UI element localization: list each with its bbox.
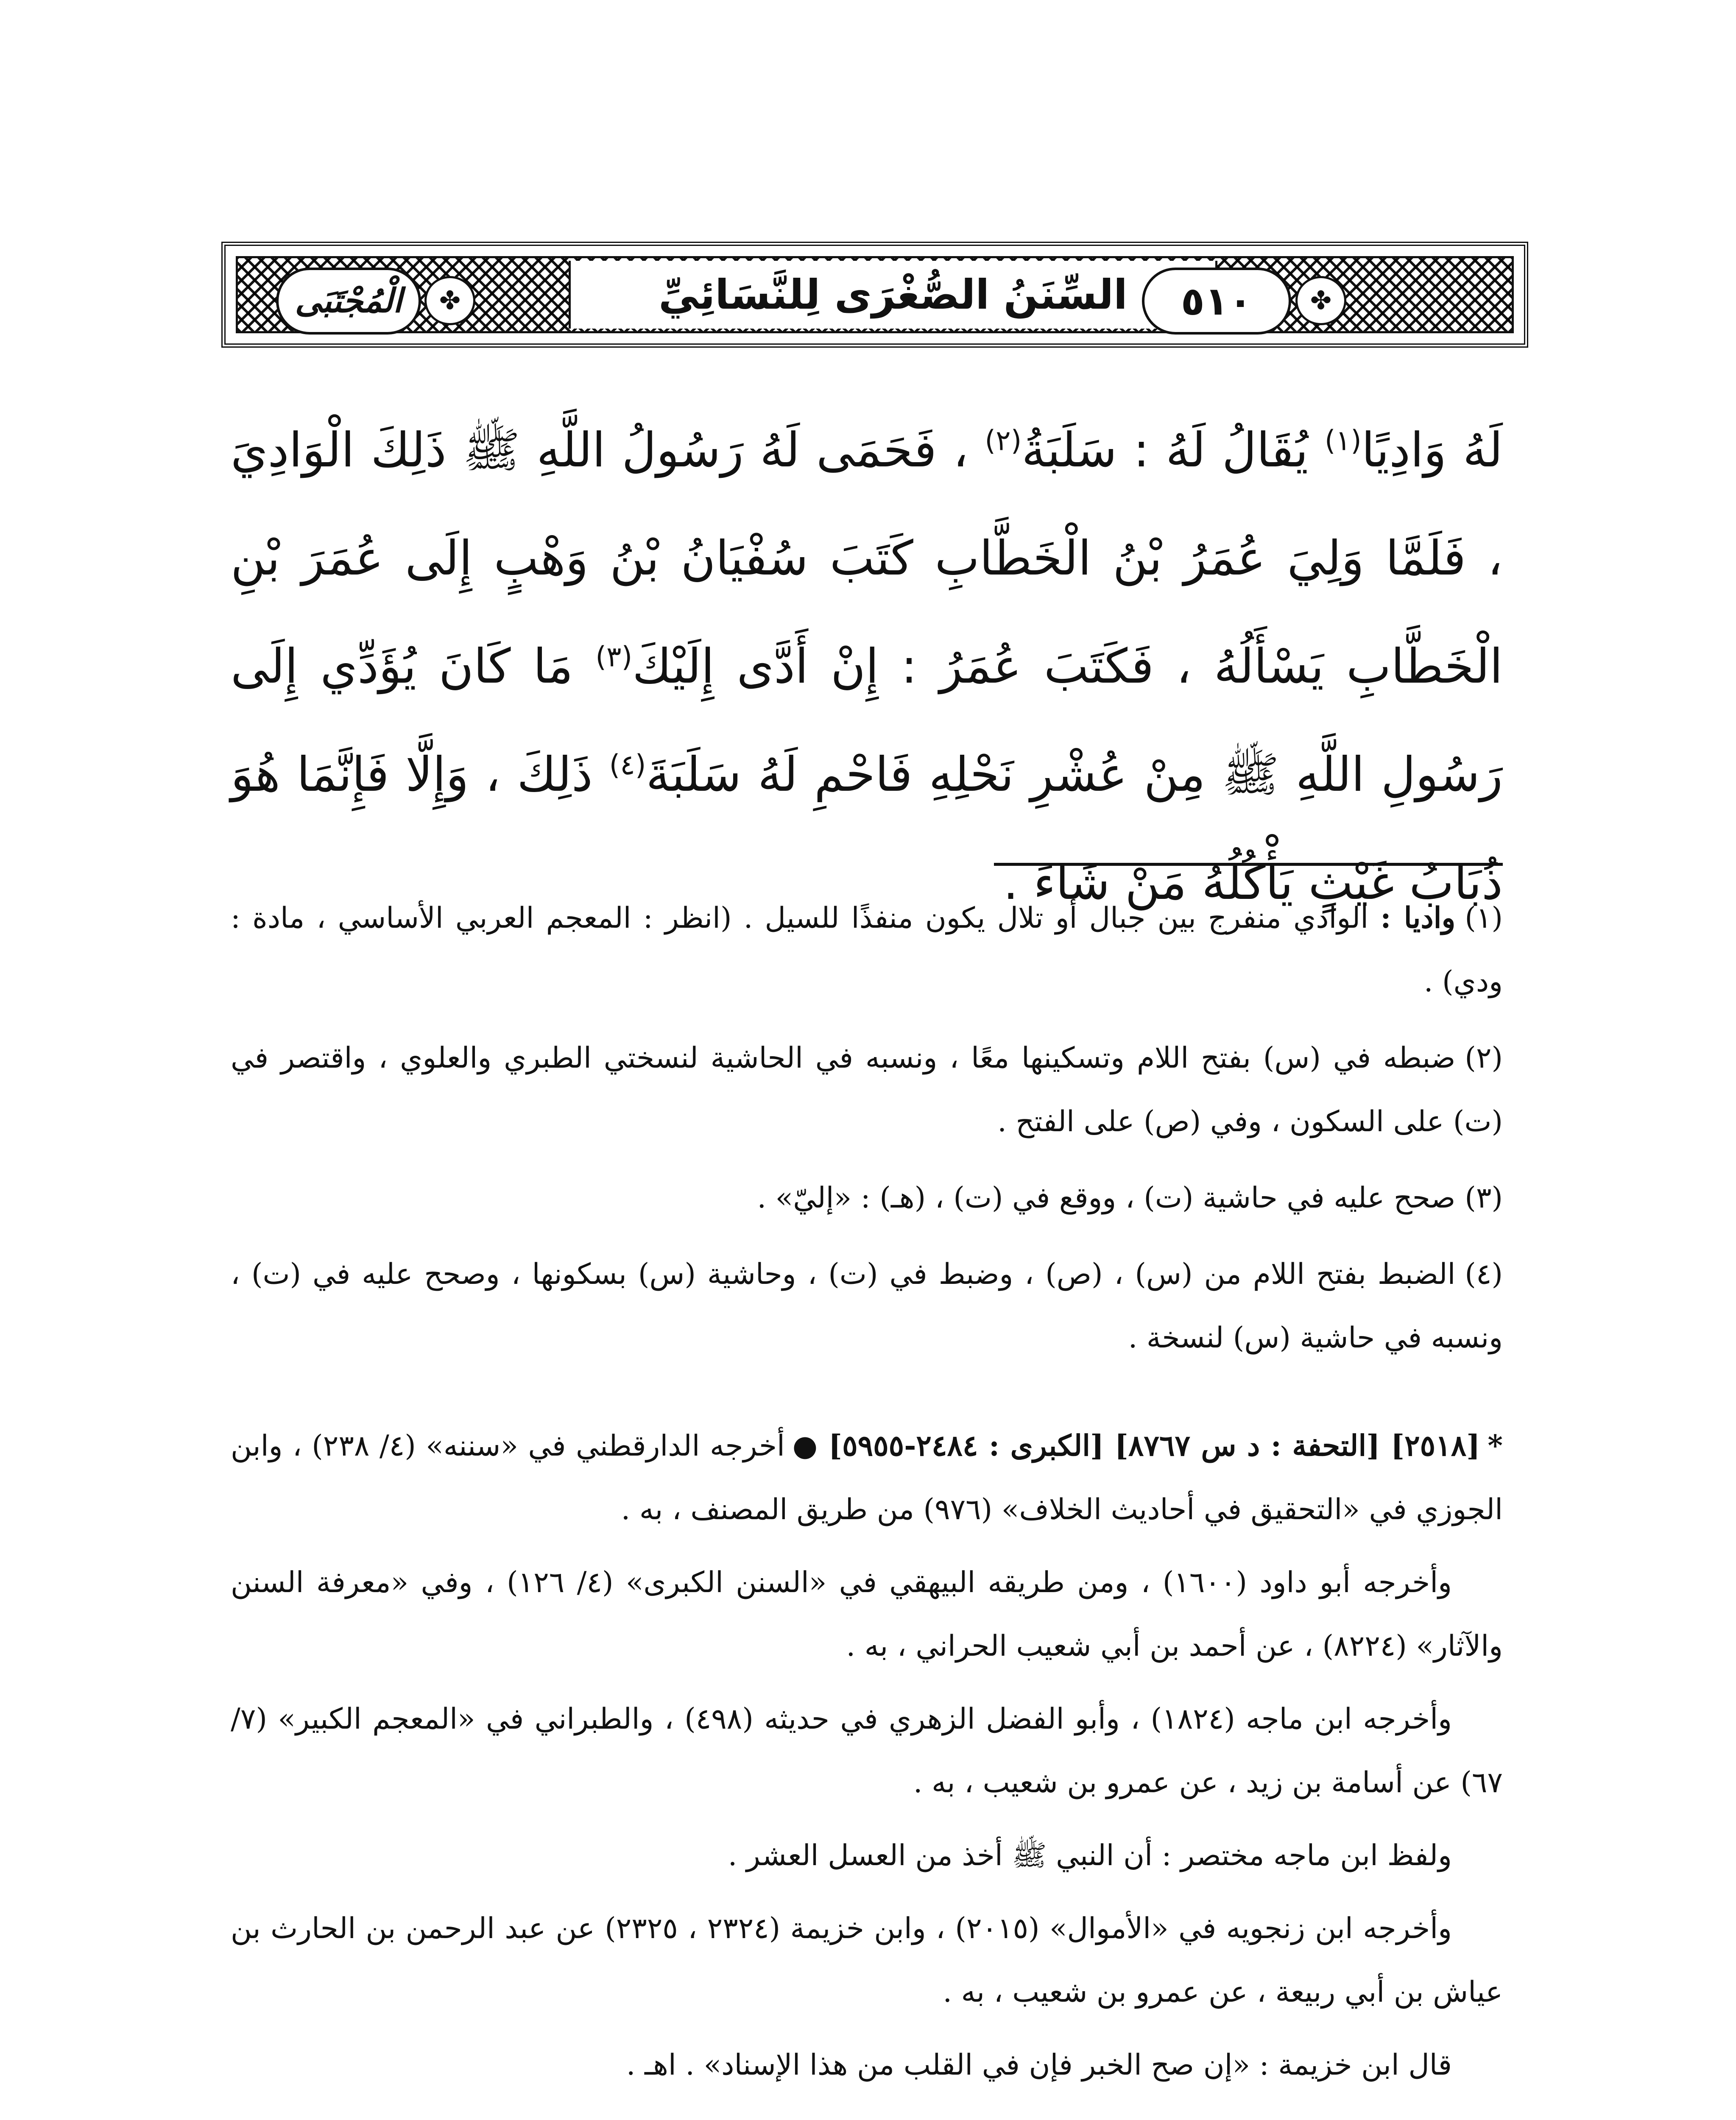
footnotes: [231, 886, 1503, 1383]
takhrij-paragraph: وأخرجه ابن زنجويه في «الأموال» (٢٠١٥) ، وابن خزيمة (٢٣٢٤ ، ٢٣٢٥) عن عبد الرحمن بن الحارث بن عياش بن أبي ربيعة ، عن عمرو بن شعيب ، به .: [231, 1912, 1503, 2009]
asterisk-icon: *: [1488, 1429, 1503, 1463]
book-title: السِّنَنُ الصُّغْرَى لِلنَّسَائِيِّ: [659, 271, 1128, 318]
takhrij-paragraph: وأخرجه أبو داود (١٦٠٠) ، ومن طريقه البيهقي في «السنن الكبرى» (٤/ ١٢٦) ، وفي «معرفة السنن والآثار» (٨٢٢٤) ، عن أحمد بن أبي شعيب الحراني ، به .: [231, 1566, 1503, 1663]
footnote-ref[interactable]: (١): [1324, 424, 1362, 457]
footnote-number: (٢): [1465, 1041, 1503, 1075]
footnote-divider: [994, 863, 1503, 866]
footnote-4: [231, 1243, 1503, 1370]
text-segment: يُقَالُ لَهُ : سَلَبَةُ: [1022, 423, 1325, 478]
footnote-ref[interactable]: (٤): [609, 748, 646, 781]
hadith-text: [231, 396, 1503, 937]
footnote-1: [231, 886, 1503, 1014]
footnote-3: [231, 1166, 1503, 1230]
footnote-number: (٣): [1465, 1181, 1503, 1215]
footnote-number: (٤): [1465, 1258, 1503, 1291]
takhrij-text: أخرجه الدارقطني في «سننه» (٤/ ٢٣٨) ، وابن الجوزي في «التحقيق في أحاديث الخلاف» (٩٧٦) من طريق المصنف ، به .: [231, 1429, 1503, 1526]
footnote-number: (١): [1465, 901, 1503, 935]
footnote-keyword: واديا :: [1380, 901, 1456, 935]
header-ornament: [236, 256, 1514, 333]
bullet-icon: ●: [791, 1429, 818, 1463]
footnote-text: صحح عليه في حاشية (ت) ، ووقع في (ت) ، (هـ) : «إليّ» .: [757, 1181, 1456, 1215]
takhrij-paragraph: ولفظ ابن ماجه مختصر : أن النبي ﷺ أخذ من العسل العشر .: [728, 1839, 1452, 1872]
ornament-knot-icon: ✤: [424, 276, 475, 325]
takhrij-heading: [231, 1414, 1503, 1542]
footnote-text: الوادي منفرج بين جبال أو تلال يكون منفذًا للسيل . (انظر : المعجم العربي الأساسي ، مادة : ودي) .: [231, 901, 1503, 999]
footnote-2: [231, 1027, 1503, 1154]
text-segment: لَهُ وَادِيًا: [1361, 423, 1503, 478]
text-segment: مَا كَانَ يُؤَدِّي إِلَى رَسُولِ اللَّهِ ﷺ مِنْ عُشْرِ نَحْلِهِ فَاحْمِ لَهُ سَلَبَةَ: [231, 639, 1503, 802]
text-segment: ذَلِكَ ، وَإِلَّا فَإِنَّمَا هُوَ ذُبَابُ غَيْثٍ يَأْكُلُهُ مَنْ شَاءَ .: [231, 747, 1503, 910]
book-label: الْمُجْتَبَى: [276, 268, 421, 335]
footnote-text: الضبط بفتح اللام من (س) ، (ص) ، وضبط في (ت) ، وحاشية (س) بسكونها ، وصحح عليه في (ت) ، ونسبه في حاشية (س) لنسخة .: [231, 1258, 1503, 1355]
ornament-knot-icon: ✤: [1295, 276, 1346, 325]
footnote-text: ضبطه في (س) بفتح اللام وتسكينها معًا ، ونسبه في الحاشية لنسختي الطبري والعلوي ، واقتصر في (ت) على السكون ، وفي (ص) على الفتح .: [231, 1041, 1503, 1138]
page-number: ٥١٠: [1142, 268, 1291, 335]
text-segment: ، فَحَمَى لَهُ رَسُولُ اللَّهِ ﷺ ذَلِكَ الْوَادِيَ ، فَلَمَّا وَلِيَ عُمَرُ بْنُ الْخَطَّابِ كَتَبَ سُفْيَانُ بْنُ وَهْبٍ إِلَى عُمَرَ بْنِ الْخَطَّابِ يَسْأَلُهُ ، فَكَتَبَ عُمَرُ : إِنْ أَدَّى إِلَيْكَ: [231, 423, 1503, 694]
footnote-ref[interactable]: (٢): [985, 424, 1022, 457]
takhrij-paragraph: [231, 2106, 1503, 2120]
takhrij-section: [231, 1414, 1503, 2120]
takhrij-paragraph: وأخرجه ابن ماجه (١٨٢٤) ، وأبو الفضل الزهري في حديثه (٤٩٨) ، والطبراني في «المعجم الكبير» (٧/ ٦٧) عن أسامة بن زيد ، عن عمرو بن شعيب ، به .: [231, 1702, 1503, 1799]
header-title-box: [569, 261, 1217, 329]
takhrij-paragraph: قال ابن خزيمة : «إن صح الخبر فإن في القلب من هذا الإسناد» . اهـ .: [626, 2048, 1452, 2082]
hadith-reference-tags: [٢٥١٨] [التحفة : د س ٨٧٦٧] [الكبرى : ٢٤٨٤-٥٩٥٥]: [828, 1429, 1480, 1463]
footnote-ref[interactable]: (٣): [595, 640, 633, 673]
page-header: [221, 242, 1528, 348]
